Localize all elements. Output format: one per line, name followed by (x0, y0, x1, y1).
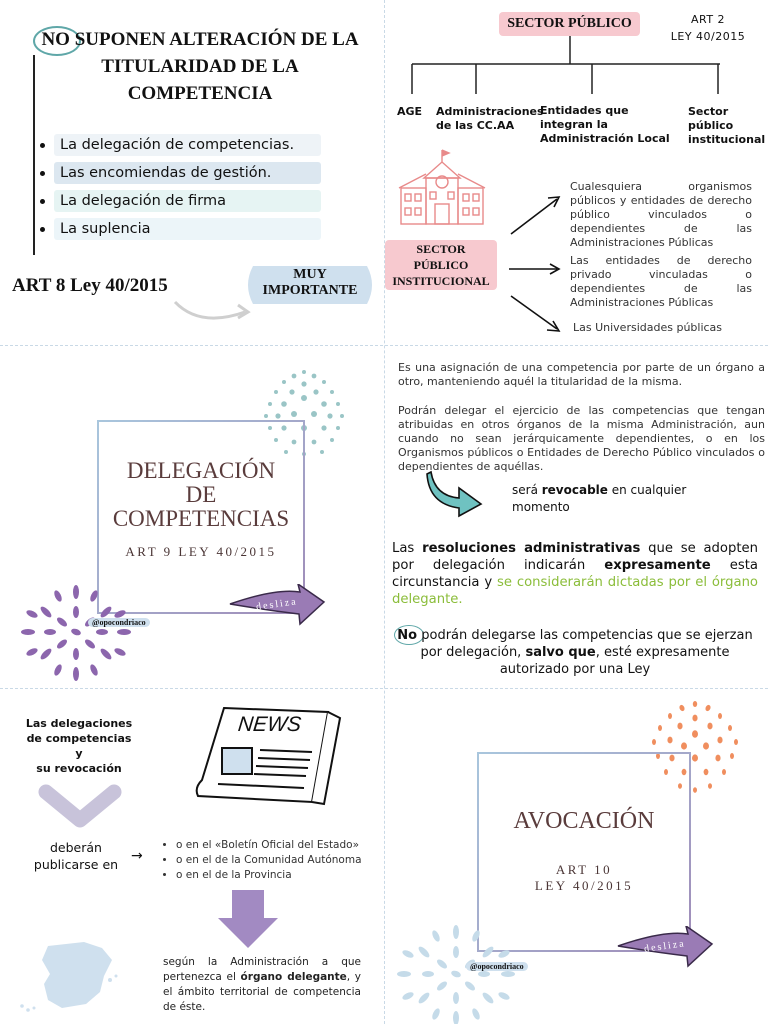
list-item: La suplencia (38, 218, 328, 240)
arrow-down-icon (218, 888, 280, 950)
resolutions-text: Las resoluciones administrativas que se adopten por delegación indicarán expresamente esta circunstancia y se considerarán dictadas por el órgano delegante. (392, 541, 758, 607)
article-ref: ART 9 LEY 40/2015 (125, 544, 277, 559)
revocable-text: será revocable en cualquier momento (512, 483, 687, 514)
no-delegation-text: No podrán delegarse las competencias que se ejerzan por delegación, salvo que, esté expresamente autorizado por una Ley (397, 628, 753, 677)
section1-title: NO SUPONEN ALTERACIÓN DE LA TITULARIDAD DE LA COMPETENCIA (41, 29, 359, 104)
delegation-title: DELEGACIÓN DE COMPETENCIAS (112, 458, 290, 531)
spain-map-icon (14, 940, 124, 1016)
news-label: NEWS (236, 713, 303, 736)
publication-list (160, 838, 362, 883)
important-badge: MUY IMPORTANTE (262, 267, 358, 298)
inst-item: Las entidades de derecho privado vinculadas o dependientes de las Administraciones Públicas (570, 254, 752, 309)
branch-institucional: Sector público institucional (688, 105, 766, 146)
purple-petals-decoration (16, 578, 142, 686)
inst-item: Cualesquiera organismos públicos y entidades de derecho público vinculados o dependientes de las Administraciones Públicas (570, 180, 752, 249)
list-item: • o en el «Boletín Oficial del Estado» (176, 838, 362, 853)
delegation-rule-text: Podrán delegar el ejercicio de las competencias que tengan atribuidas en otros órganos de la misma Administración, aun cuando no sean jerárquicamente dependientes, o en los Organismos públicos o Entidades de Derecho Público vinculados o dependientes de aquéllas. (398, 404, 765, 473)
article-ref: ART 2 LEY 40/2015 (670, 13, 746, 43)
slide-hint: desliza (255, 596, 299, 613)
branch-arrows (505, 190, 569, 340)
article-ref: ART 8 Ley 40/2015 (12, 275, 168, 296)
branch-age: AGE (397, 105, 423, 118)
org-tree-lines (400, 36, 740, 98)
school-building-icon (397, 148, 487, 228)
divider-vertical (384, 0, 385, 1024)
article-ref: ART 10 LEY 40/2015 (534, 862, 634, 893)
arrow-right-icon: → (131, 848, 143, 864)
publication-heading: Las delegaciones de competencias y su revocación (25, 717, 133, 775)
publish-text: deberán publicarse en (33, 840, 119, 872)
list-item: Las encomiendas de gestión. (38, 162, 328, 184)
accent-bar (33, 55, 35, 255)
chevron-down-icon (38, 784, 122, 832)
blue-petals-decoration (392, 920, 522, 1024)
teal-turn-arrow-icon (425, 466, 489, 518)
divider-2 (0, 688, 768, 689)
no-alteration-list (38, 134, 328, 246)
divider-1 (0, 345, 768, 346)
author-handle: @opocondriaco (88, 618, 150, 627)
author-handle: @opocondriaco (466, 962, 528, 971)
list-item: La delegación de competencias. (38, 134, 328, 156)
list-item: La delegación de firma (38, 190, 328, 212)
avocacion-title: AVOCACIÓN (513, 808, 655, 834)
list-item: • o en el de la Provincia (176, 868, 362, 883)
slide-hint: desliza (643, 938, 687, 955)
list-item: • o en el de la Comunidad Autónoma (176, 853, 362, 868)
branch-ccaa: Administraciones de las CC.AA (436, 105, 544, 132)
definition-text: Es una asignación de una competencia por parte de un órgano a otro, manteniendo aquél la titularidad de la misma. (398, 361, 765, 388)
inst-item: Las Universidades públicas (573, 321, 723, 334)
sector-publico-label: SECTOR PÚBLICO (499, 12, 640, 36)
sector-institucional-label: SECTOR PÚBLICO INSTITUCIONAL (385, 240, 497, 290)
territory-text: según la Administración a que pertenezca el órgano delegante, y el ámbito territorial de competencia de éste. (163, 956, 361, 1013)
branch-local: Entidades que integran la Administración Local (540, 104, 670, 145)
